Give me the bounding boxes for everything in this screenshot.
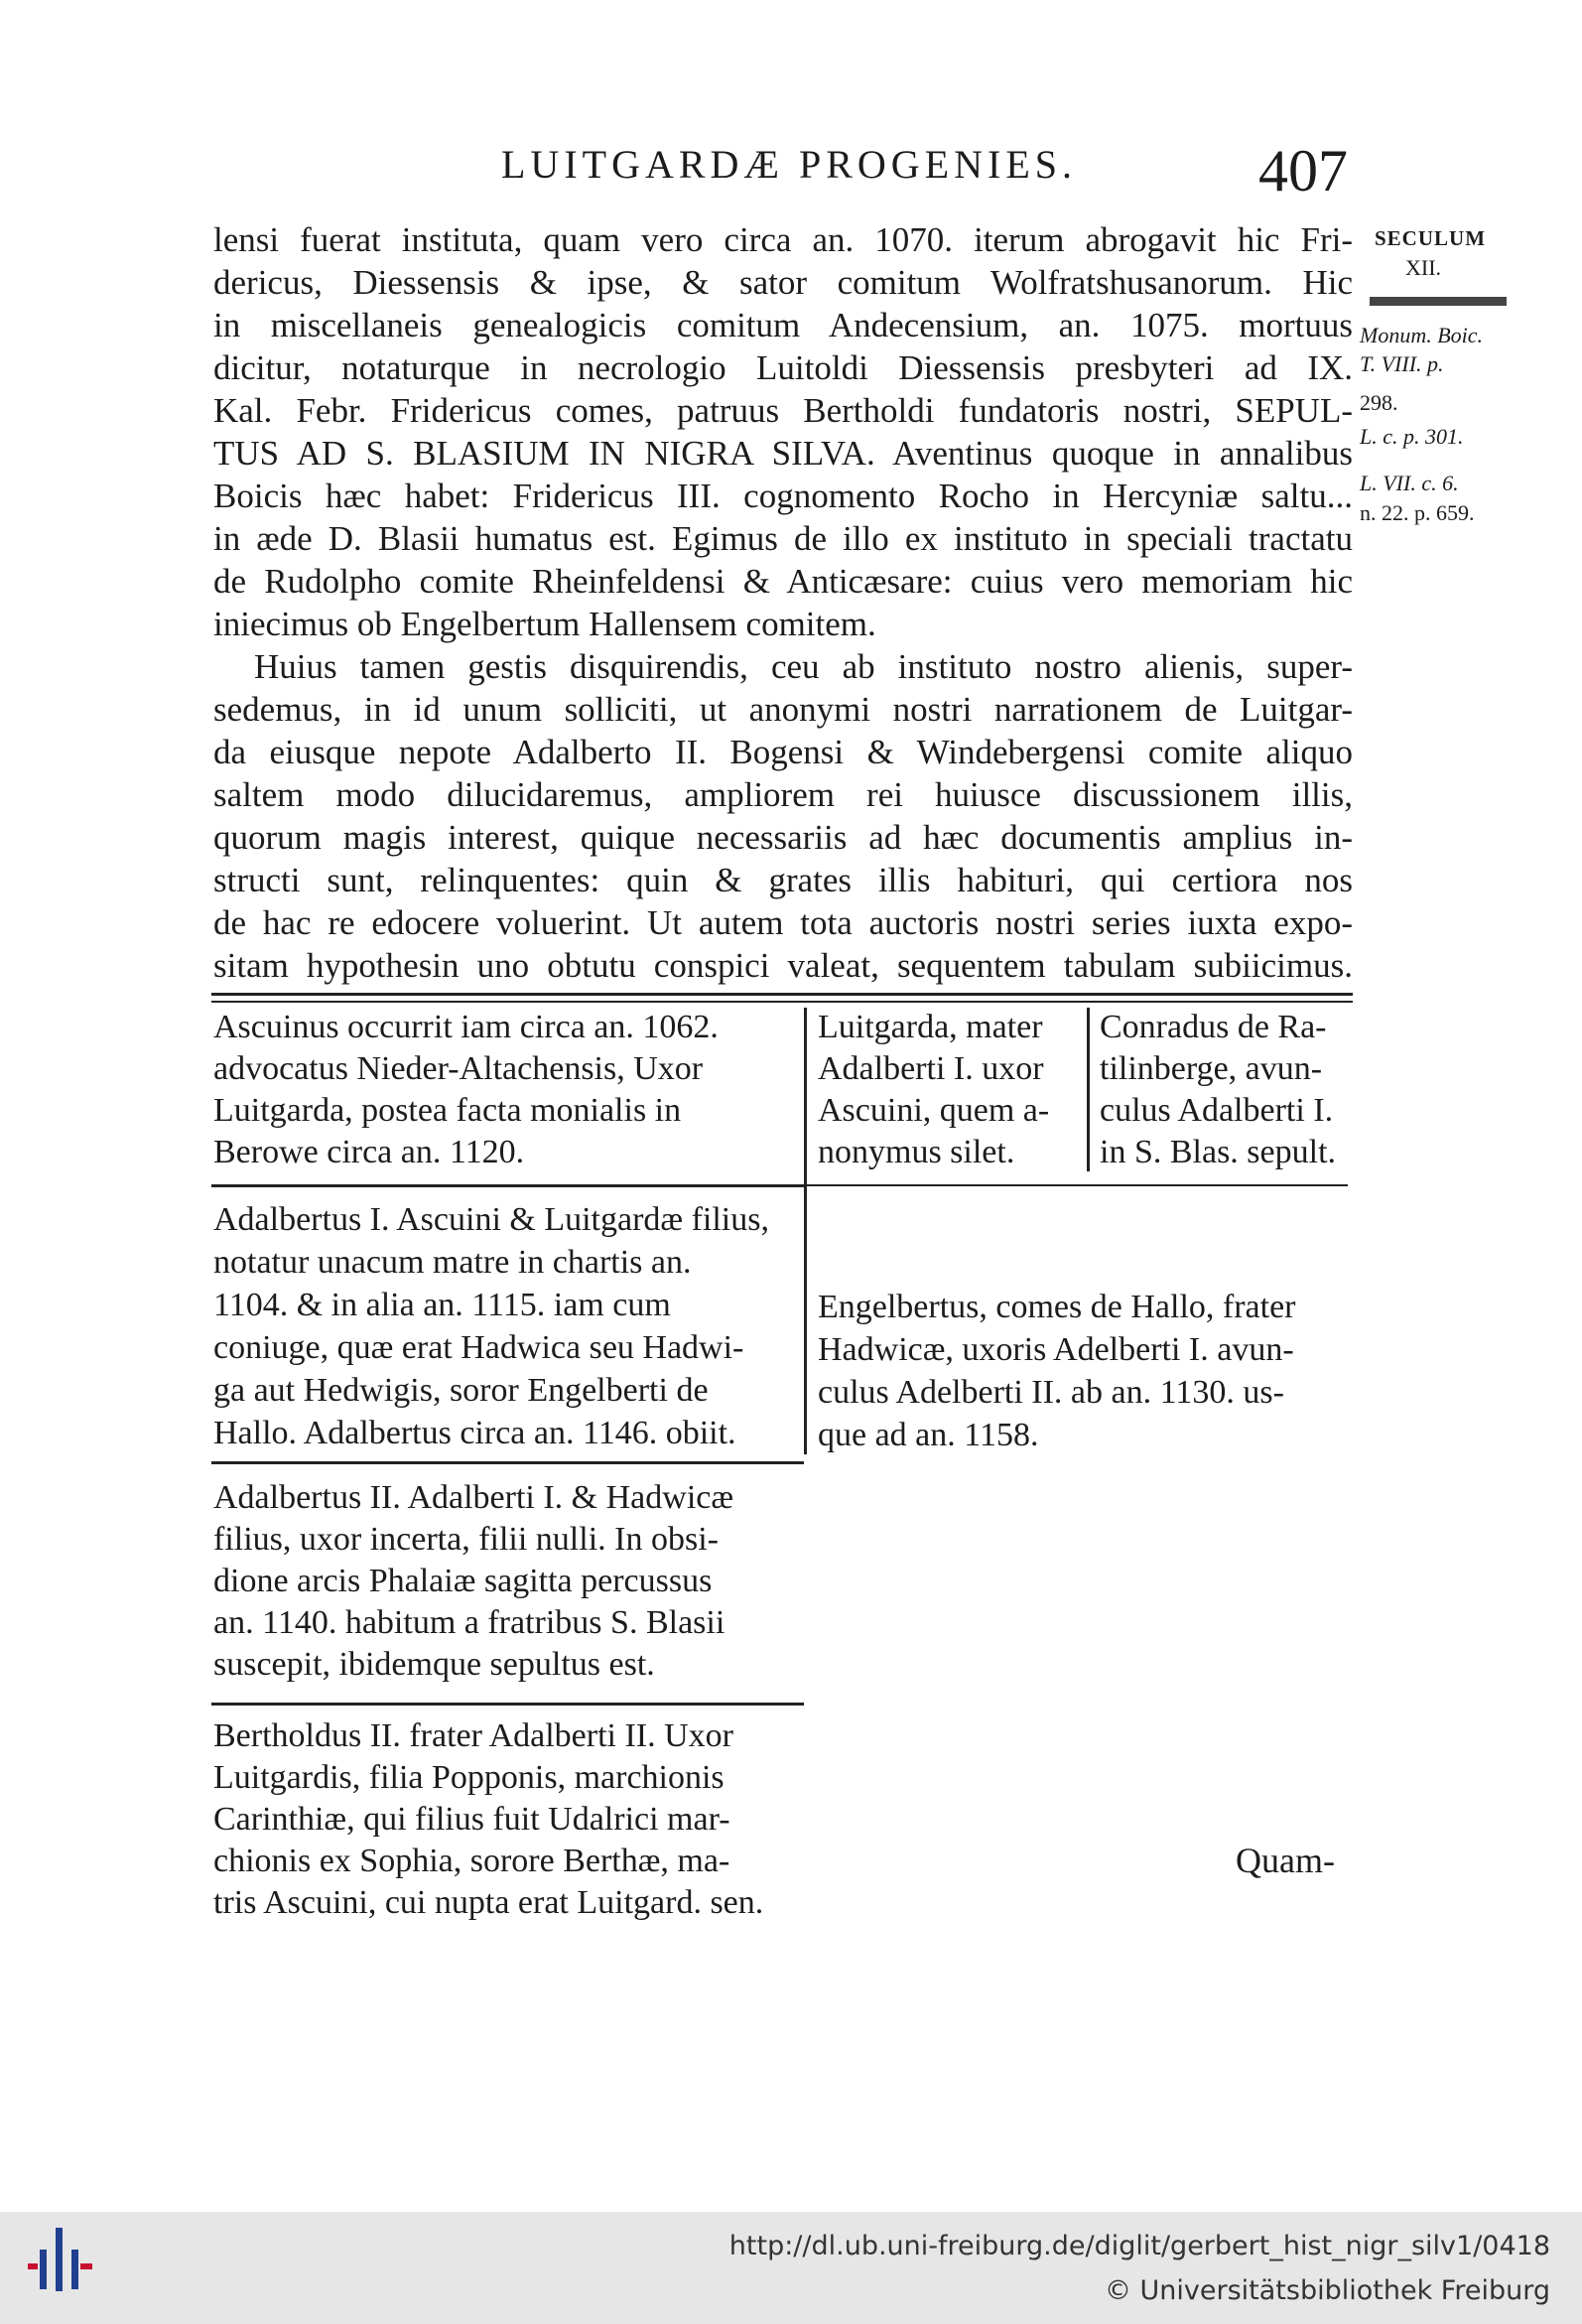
- table-column-rule: [1087, 1008, 1090, 1171]
- table-cell-line: Ascuinus occurrit iam circa an. 1062.: [213, 1009, 719, 1045]
- table-cell-line: suscepit, ibidemque sepultus est.: [213, 1646, 655, 1683]
- table-column-rule: [804, 1008, 807, 1454]
- table-cell-line: coniuge, quæ erat Hadwica seu Hadwi-: [213, 1329, 744, 1366]
- table-cell-line: filius, uxor incerta, filii nulli. In obsi-: [213, 1521, 719, 1558]
- body-line: da eiusque nepote Adalberto II. Bogensi & Windebergensi comite aliquo: [213, 733, 1353, 771]
- margin-ref: L. c. p. 301.: [1360, 424, 1464, 449]
- body-line: Boicis hæc habet: Fridericus III. cognomento Rocho in Hercyniæ saltu...: [213, 477, 1353, 515]
- margin-ref: L. VII. c. 6.: [1360, 471, 1459, 495]
- table-row-rule: [211, 1461, 804, 1464]
- margin-ref: 298.: [1360, 390, 1398, 415]
- body-line: in miscellaneis genealogicis comitum Andecensium, an. 1075. mortuus: [213, 306, 1353, 344]
- margin-seculum: SECULUM: [1375, 226, 1487, 250]
- catchword: Quam-: [1236, 1841, 1335, 1880]
- footer-url-link[interactable]: http://dl.ub.uni-freiburg.de/diglit/gerbert_hist_nigr_silv1/0418: [728, 2231, 1550, 2261]
- table-row-rule: [211, 1184, 804, 1187]
- table-cell-line: Ascuini, quem a-: [818, 1092, 1050, 1129]
- table-cell-line: an. 1140. habitum a fratribus S. Blasii: [213, 1604, 725, 1641]
- table-cell-line: Engelbertus, comes de Hallo, frater: [818, 1289, 1296, 1325]
- table-cell-line: in S. Blas. sepult.: [1100, 1134, 1337, 1170]
- table-cell-line: culus Adalberti I.: [1100, 1092, 1334, 1129]
- body-line: TUS AD S. BLASIUM IN NIGRA SILVA. Aventinus quoque in annalibus: [213, 434, 1353, 473]
- table-cell-line: Bertholdus II. frater Adalberti II. Uxor: [213, 1717, 733, 1754]
- table-top-rule: [211, 993, 1353, 996]
- body-line: Kal. Febr. Fridericus comes, patruus Bertholdi fundatoris nostri, SEPUL-: [213, 391, 1353, 430]
- table-top-rule: [211, 1001, 1353, 1003]
- body-line: lensi fuerat instituta, quam vero circa an. 1070. iterum abrogavit hic Fri-: [213, 220, 1353, 259]
- margin-divider: [1370, 297, 1507, 306]
- body-line: iniecimus ob Engelbertum Hallensem comitem.: [213, 605, 876, 643]
- body-line: in æde D. Blasii humatus est. Egimus de illo ex instituto in speciali tractatu: [213, 519, 1353, 558]
- margin-ref: Monum. Boic.: [1360, 323, 1484, 347]
- table-cell-line: Hallo. Adalbertus circa an. 1146. obiit.: [213, 1415, 736, 1451]
- footer-bar: [0, 2212, 1582, 2324]
- table-row-rule: [804, 1184, 1348, 1186]
- margin-seculum-number: XII.: [1405, 255, 1442, 280]
- body-line: dericus, Diessensis & ipse, & sator comitum Wolfratshusanorum. Hic: [213, 263, 1353, 302]
- library-logo-icon: [28, 2224, 99, 2295]
- body-line: sedemus, in id unum solliciti, ut anonymi nostri narrationem de Luitgar-: [213, 690, 1353, 729]
- table-cell-line: advocatus Nieder-Altachensis, Uxor: [213, 1050, 704, 1087]
- body-line: de Rudolpho comite Rheinfeldensi & Anticæsare: cuius vero memoriam hic: [213, 562, 1353, 601]
- table-cell-line: dione arcis Phalaiæ sagitta percussus: [213, 1563, 713, 1599]
- margin-ref: n. 22. p. 659.: [1360, 500, 1475, 525]
- table-cell-line: culus Adelberti II. ab an. 1130. us-: [818, 1374, 1284, 1411]
- body-line: quorum magis interest, quique necessariis ad hæc documentis amplius in-: [213, 818, 1353, 857]
- body-line: dicitur, notaturque in necrologio Luitoldi Diessensis presbyteri ad IX.: [213, 348, 1353, 387]
- table-cell-line: Luitgarda, postea facta monialis in: [213, 1092, 682, 1129]
- table-cell-line: Hadwicæ, uxoris Adelberti I. avun-: [818, 1331, 1294, 1368]
- running-title: LUITGARDÆ PROGENIES.: [501, 142, 1077, 187]
- table-cell-line: Luitgardis, filia Popponis, marchionis: [213, 1759, 725, 1796]
- body-line: de hac re edocere voluerint. Ut autem tota auctoris nostri series iuxta expo-: [213, 903, 1353, 942]
- body-line: structi sunt, relinquentes: quin & grates illis habituri, qui certiora nos: [213, 861, 1353, 899]
- body-line: sitam hypothesin uno obtutu conspici valeat, sequentem tabulam subiicimus.: [213, 946, 1353, 985]
- table-cell-line: nonymus silet.: [818, 1134, 1015, 1170]
- table-cell-line: Berowe circa an. 1120.: [213, 1134, 525, 1170]
- table-cell-line: chionis ex Sophia, sorore Berthæ, ma-: [213, 1843, 730, 1879]
- table-cell-line: Luitgarda, mater: [818, 1009, 1043, 1045]
- body-line: saltem modo dilucidaremus, ampliorem rei huiusce discussionem illis,: [213, 775, 1353, 814]
- table-cell-line: notatur unacum matre in chartis an.: [213, 1244, 692, 1281]
- table-cell-line: 1104. & in alia an. 1115. iam cum: [213, 1287, 671, 1323]
- table-cell-line: Carinthiæ, qui filius fuit Udalrici mar-: [213, 1801, 730, 1838]
- table-cell-line: ga aut Hedwigis, soror Engelberti de: [213, 1372, 709, 1409]
- table-cell-line: que ad an. 1158.: [818, 1417, 1039, 1453]
- table-cell-line: Adalberti I. uxor: [818, 1050, 1044, 1087]
- page-number: 407: [1258, 138, 1348, 204]
- table-cell-line: Conradus de Ra-: [1100, 1009, 1327, 1045]
- table-row-rule: [211, 1703, 804, 1706]
- table-cell-line: Adalbertus II. Adalberti I. & Hadwicæ: [213, 1479, 734, 1516]
- table-cell-line: Adalbertus I. Ascuini & Luitgardæ filius,: [213, 1201, 769, 1238]
- table-cell-line: tilinberge, avun-: [1100, 1050, 1323, 1087]
- margin-ref: T. VIII. p.: [1360, 351, 1444, 376]
- footer-copyright: © Universitätsbibliothek Freiburg: [1104, 2275, 1550, 2306]
- table-cell-line: tris Ascuini, cui nupta erat Luitgard. sen.: [213, 1884, 764, 1921]
- body-line: Huius tamen gestis disquirendis, ceu ab instituto nostro alienis, super-: [254, 647, 1353, 686]
